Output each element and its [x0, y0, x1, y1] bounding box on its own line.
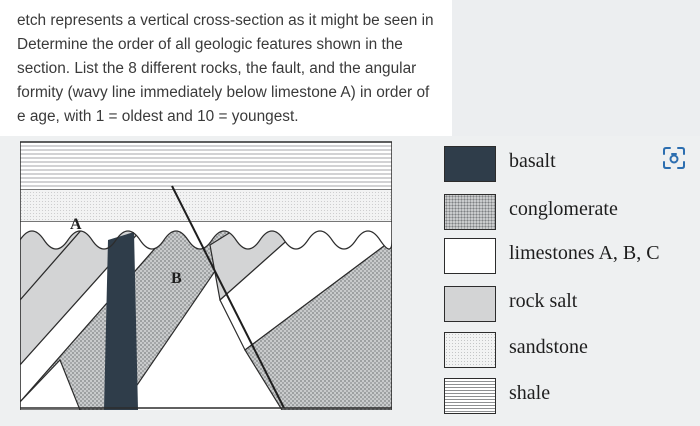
legend: [444, 146, 694, 416]
label-b: B: [171, 270, 182, 287]
swatch-conglomerate: [444, 194, 496, 230]
label-a: A: [70, 216, 82, 233]
legend-label: basalt: [509, 150, 556, 172]
legend-item-rock-salt: [444, 286, 694, 322]
legend-item-limestone: [444, 238, 694, 274]
folded-strata: [20, 220, 392, 410]
legend-label: shale: [509, 382, 551, 404]
legend-label: conglomerate: [509, 198, 618, 220]
legend-label: limestones A, B, C: [509, 242, 660, 264]
question-line: etch represents a vertical cross-section as it might be seen in: [17, 12, 434, 29]
legend-label: rock salt: [509, 290, 578, 312]
swatch-rock-salt: [444, 286, 496, 322]
swatch-basalt: [444, 146, 496, 182]
question-line: formity (wavy line immediately below limestone A) in order of: [17, 84, 430, 101]
question-line: Determine the order of all geologic features shown in the: [17, 36, 403, 53]
geologic-cross-section: [20, 140, 392, 410]
question-text: [17, 9, 447, 129]
legend-item-basalt: [444, 146, 694, 182]
camera-scan-icon[interactable]: [660, 144, 688, 172]
legend-item-sandstone: [444, 332, 694, 368]
swatch-sandstone: [444, 332, 496, 368]
question-line: e age, with 1 = oldest and 10 = youngest.: [17, 108, 299, 125]
basalt-dike: [104, 232, 138, 410]
question-card: [0, 0, 452, 136]
legend-item-conglomerate: [444, 194, 694, 230]
legend-label: sandstone: [509, 336, 588, 358]
swatch-limestone: [444, 238, 496, 274]
question-line: section. List the 8 different rocks, the fault, and the angular: [17, 60, 417, 77]
shale-layer: [20, 142, 392, 190]
legend-item-shale: [444, 378, 694, 414]
swatch-shale: [444, 378, 496, 414]
